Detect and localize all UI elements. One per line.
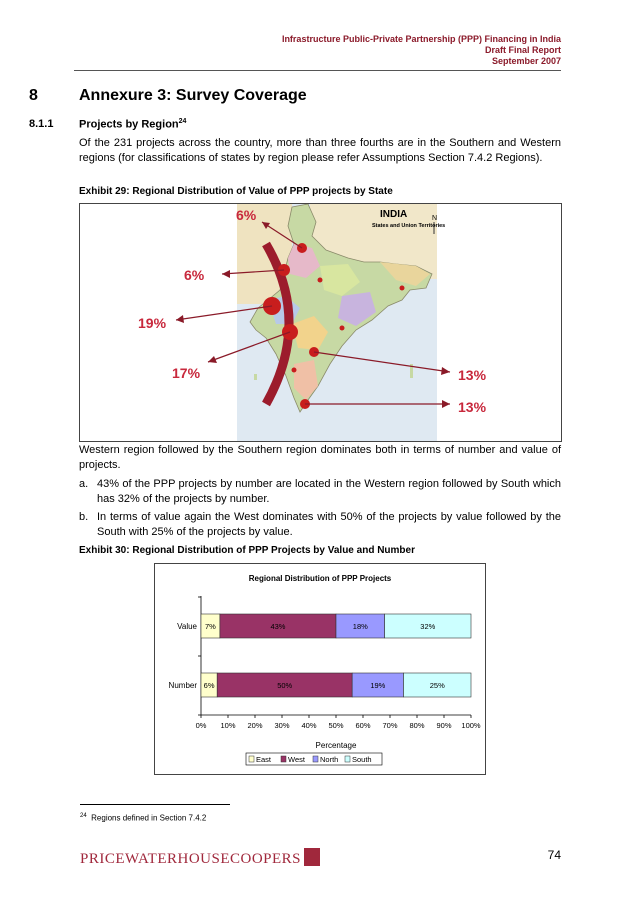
- data-label: 7%: [205, 622, 216, 631]
- footnote-number: 24: [80, 813, 87, 819]
- lakshadweep: [254, 374, 257, 380]
- section-number: 8: [29, 87, 38, 104]
- body-paragraph: Western region followed by the Southern region dominates both in terms of number and value of projects.: [79, 444, 561, 471]
- intro-paragraph: Of the 231 projects across the country, more than three fourths are in the Southern and Western regions (for classifications of states by region please refer Assumptions Section 7.4.2 Regions).: [79, 137, 561, 164]
- map-label-west: 19%: [138, 315, 167, 331]
- chart-title: Regional Distribution of PPP Projects: [248, 574, 392, 583]
- x-tick-label: 90%: [436, 721, 452, 730]
- list-bullet: a.: [79, 478, 89, 490]
- legend-swatch: [345, 756, 350, 762]
- chart-legend: [246, 753, 382, 765]
- subsection-title: Projects by Region: [79, 118, 179, 131]
- x-tick-label: 80%: [409, 721, 425, 730]
- x-tick-label: 50%: [328, 721, 344, 730]
- list-text: In terms of value again the West dominates with 50% of the projects by value followed by the South with 25% of the projects by value.: [97, 511, 561, 538]
- section-title: Annexure 3: Survey Coverage: [79, 87, 307, 104]
- header-line-2: Draft Final Report: [484, 45, 561, 55]
- arrow-head-icon: [442, 400, 450, 408]
- header-rule: [74, 70, 561, 71]
- footnote-ref: 24: [178, 118, 187, 125]
- x-tick-label: 10%: [220, 721, 236, 730]
- x-tick-label: 60%: [355, 721, 371, 730]
- page-number: 74: [547, 848, 561, 862]
- x-tick-label: 30%: [274, 721, 290, 730]
- compass-icon: N: [432, 215, 438, 222]
- state-dot: [292, 368, 297, 373]
- bar-chart: [155, 564, 485, 774]
- arrow-head-icon: [441, 367, 450, 375]
- subsection-number: 8.1.1: [29, 118, 54, 130]
- category-label: Number: [168, 681, 197, 690]
- state-dot: [318, 278, 323, 283]
- x-tick-label: 0%: [195, 721, 207, 730]
- x-tick-label: 70%: [382, 721, 398, 730]
- data-label: 19%: [370, 681, 386, 690]
- map-label-east-1: 13%: [458, 367, 487, 383]
- legend-swatch: [249, 756, 254, 762]
- data-label: 32%: [420, 622, 436, 631]
- x-axis-label: Percentage: [315, 741, 357, 750]
- data-label: 43%: [270, 622, 286, 631]
- footnote-rule: [80, 804, 230, 805]
- list-text: 43% of the PPP projects by number are located in the Western region followed by South which has 32% of the projects by number.: [97, 478, 561, 505]
- map-label-east-2: 13%: [458, 399, 487, 415]
- india-map: [80, 204, 561, 441]
- legend-entry: West: [288, 755, 305, 764]
- map-label-north-west: 6%: [184, 267, 205, 283]
- list-item: [79, 510, 561, 540]
- arrow-head-icon: [222, 270, 230, 278]
- arrow-head-icon: [176, 315, 184, 323]
- legend-swatch: [281, 756, 286, 762]
- state-dot: [340, 326, 345, 331]
- legend-entry: South: [352, 755, 372, 764]
- x-tick-label: 40%: [301, 721, 317, 730]
- state-dot: [400, 286, 405, 291]
- footnote-text: Regions defined in Section 7.4.2: [91, 813, 207, 823]
- data-label: 18%: [352, 622, 368, 631]
- data-label: 50%: [277, 681, 293, 690]
- map-label-central: 17%: [172, 365, 201, 381]
- header-line-1: Infrastructure Public-Private Partnership (PPP) Financing in India: [281, 34, 561, 44]
- legend-entry: North: [320, 755, 339, 764]
- x-tick-label: 100%: [461, 721, 481, 730]
- legend-entry: East: [256, 755, 272, 764]
- logo-badge-icon: [304, 848, 320, 866]
- list-bullet: b.: [79, 511, 89, 523]
- list-item: [79, 477, 561, 507]
- india-map-figure: [79, 203, 562, 442]
- exhibit-29-caption: Exhibit 29: Regional Distribution of Value of PPP projects by State: [79, 186, 393, 197]
- pwc-logo: [80, 848, 320, 868]
- footnote: [80, 813, 206, 823]
- category-label: Value: [177, 622, 197, 631]
- exhibit-30-caption: Exhibit 30: Regional Distribution of PPP Projects by Value and Number: [79, 545, 415, 556]
- map-subtitle: States and Union Territories: [372, 223, 446, 229]
- logo-text: PRICEWATERHOUSECOOPERS: [80, 851, 302, 867]
- data-label: 25%: [429, 681, 445, 690]
- header-line-3: September 2007: [491, 56, 561, 66]
- map-label-north-top: 6%: [236, 207, 257, 223]
- data-label: 6%: [203, 681, 215, 690]
- subsection-heading: [29, 118, 187, 131]
- legend-swatch: [313, 756, 318, 762]
- x-tick-label: 20%: [247, 721, 263, 730]
- bar-chart-figure: [154, 563, 486, 775]
- running-header: [282, 34, 561, 67]
- map-title: INDIA: [380, 209, 408, 220]
